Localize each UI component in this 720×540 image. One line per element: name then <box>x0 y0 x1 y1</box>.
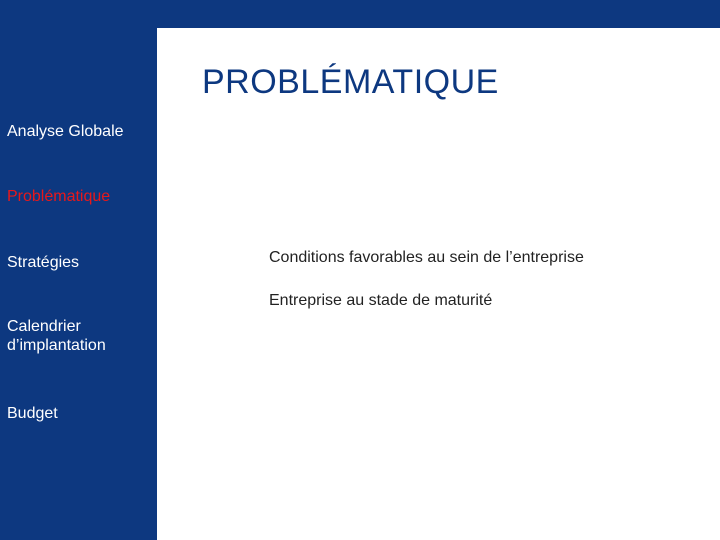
sidebar-item-problematique[interactable]: Problématique <box>7 188 111 205</box>
content-bullet-maturite: Entreprise au stade de maturité <box>269 292 493 309</box>
content-bullet-conditions: Conditions favorables au sein de l’entreprise <box>269 249 584 266</box>
slide-content-panel <box>157 28 720 540</box>
sidebar-item-budget[interactable]: Budget <box>7 405 58 422</box>
sidebar-item-strategies[interactable]: Stratégies <box>7 254 80 271</box>
sidebar-item-calendrier-implantation[interactable]: Calendrier d’implantation <box>7 318 106 355</box>
slide-title: PROBLÉMATIQUE <box>202 63 499 101</box>
sidebar-nav <box>0 0 157 540</box>
sidebar-item-analyse-globale[interactable]: Analyse Globale <box>7 123 124 140</box>
